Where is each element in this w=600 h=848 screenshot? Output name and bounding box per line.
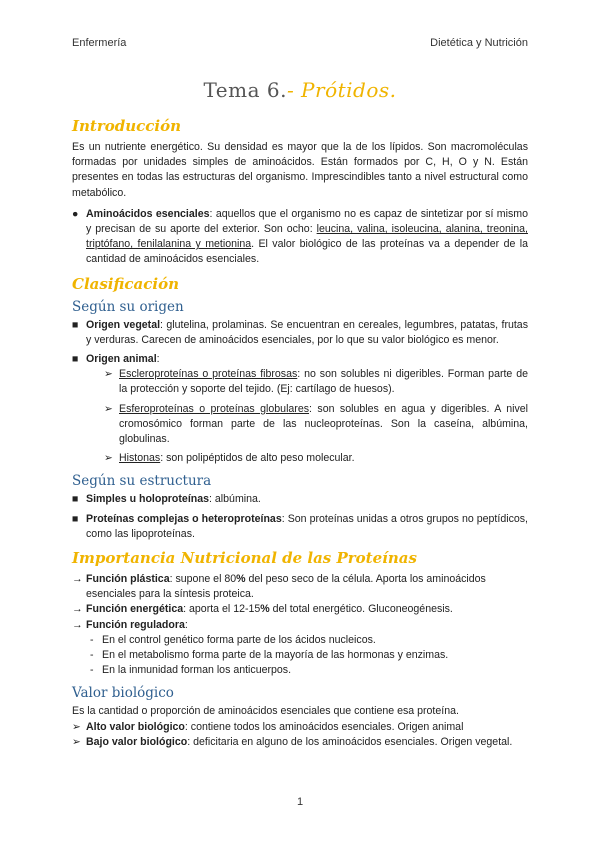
list-item <box>90 633 528 648</box>
dash-marker: - <box>90 633 94 646</box>
arrow-marker: ➢ <box>72 720 81 733</box>
vegetal-term: Origen vegetal <box>86 318 161 331</box>
valor-heading: Valor biológico <box>72 685 174 702</box>
content <box>72 116 528 750</box>
page-title <box>0 78 600 102</box>
energetica-text-a: : aporta el 12-15 <box>183 603 261 616</box>
reguladora-list <box>90 633 528 679</box>
square-marker: ■ <box>72 353 79 366</box>
square-marker: ■ <box>72 493 79 506</box>
list-item <box>72 352 528 466</box>
holo-term: Simples u holoproteínas <box>86 493 210 506</box>
hetero-text: : Son proteínas unidas a otros grupos no peptídicos, como las lipoproteínas. <box>86 512 528 540</box>
alto-text: : contiene todos los aminoácidos esenciales. Origen animal <box>184 720 464 733</box>
bullet-term: Aminoácidos esenciales <box>86 207 210 220</box>
alto-term: Alto valor biológico <box>86 720 185 733</box>
square-marker: ■ <box>72 318 79 331</box>
reguladora-item: En la inmunidad forman los anticuerpos. <box>102 664 292 677</box>
arrow-marker: ➢ <box>104 452 113 465</box>
importancia-heading: Importancia Nutricional de las Proteínas <box>72 549 417 568</box>
vegetal-text: : glutelina, prolaminas. Se encuentran en cereales, legumbres, patatas, frutas y verduras. Carecen de aminoácidos esenciales, por lo que su valor biológico es menor. <box>86 318 528 346</box>
holo-text: : albúmina. <box>209 493 261 506</box>
intro-paragraph: Es un nutriente energético. Su densidad es mayor que la de los lípidos. Son macromoléculas formadas por unidades simples de aminoácidos. Están formados por C, H, O y N. Están presentes en todas las estructuras del organismo. Imprescindibles tanto a nivel estructural como metabólico. <box>72 141 528 199</box>
plastica-pct: % <box>236 573 246 586</box>
energetica-term: Función energética <box>86 603 184 616</box>
energetica-pct: % <box>260 603 270 616</box>
list-item <box>90 648 528 663</box>
square-marker: ■ <box>72 512 79 525</box>
title-part2: - Prótidos. <box>286 78 397 102</box>
bullet-tail: . El valor biológico de las proteínas va a depender de la cantidad de aminoácidos esenciales. <box>86 238 528 266</box>
list-item <box>72 492 528 507</box>
list-item <box>104 367 528 397</box>
right-arrow-marker: → <box>72 573 83 586</box>
header-right: Dietética y Nutrición <box>430 37 528 49</box>
list-item <box>90 663 528 678</box>
reguladora-item: En el control genético forma parte de los ácidos nucleicos. <box>102 633 376 646</box>
title-part1: Tema 6. <box>203 78 287 102</box>
amino-list: leucina, valina, isoleucina, alanina, treonina, triptófano, fenilalanina y metionina <box>86 223 528 251</box>
origen-list <box>72 318 528 467</box>
list-item <box>72 618 528 633</box>
bullet-marker: ● <box>72 207 79 220</box>
arrow-marker: ➢ <box>72 735 81 748</box>
page-number: 1 <box>296 796 304 808</box>
valor-paragraph: Es la cantidad o proporción de aminoácidos esenciales que contiene esa proteína. <box>72 705 459 718</box>
estructura-list <box>72 492 528 542</box>
list-item <box>72 720 528 735</box>
intro-heading: Introducción <box>72 117 182 135</box>
list-item <box>72 512 528 542</box>
list-item <box>104 402 528 448</box>
list-item <box>72 318 528 348</box>
sub-text: : no son solubles ni digeribles. Forman parte de la protección y soporte del tejido. (Ej: cartílago de huesos). <box>119 368 528 396</box>
arrow-marker: ➢ <box>104 368 113 381</box>
bajo-text: : deficitaria en alguno de los aminoácidos esenciales. Origen vegetal. <box>187 735 513 748</box>
reguladora-item: En el metabolismo forma parte de la mayoría de las hormonas y enzimas. <box>102 649 449 662</box>
plastica-term: Función plástica <box>86 573 170 586</box>
sub-text: : son polipéptidos de alto peso molecular. <box>160 452 355 465</box>
sub-term: Escleroproteínas o proteínas fibrosas <box>119 368 298 381</box>
sub-text: : son solubles en agua y digeribles. A nivel cromosómico forman parte de las nucleoproteínas. Son la caseína, albúmina, globulinas. <box>119 402 528 446</box>
list-item <box>72 735 528 750</box>
animal-sublist <box>104 367 528 466</box>
clasificacion-heading: Clasificación <box>72 274 179 293</box>
intro-list <box>72 207 528 268</box>
reguladora-colon: : <box>184 618 188 631</box>
plastica-text-b: del peso seco de la célula. Aporta los aminoácidos esenciales para la síntesis proteica. <box>86 573 486 601</box>
list-item <box>72 207 528 268</box>
dash-marker: - <box>90 649 94 662</box>
list-item <box>104 451 528 466</box>
animal-term: Origen animal <box>86 353 157 366</box>
sub-term: Esferoproteínas o proteínas globulares <box>119 402 310 415</box>
hetero-term: Proteínas complejas o heteroproteínas <box>86 512 282 525</box>
bajo-term: Bajo valor biológico <box>86 735 188 748</box>
reguladora-term: Función reguladora <box>86 618 185 631</box>
header-left: Enfermería <box>72 37 127 49</box>
bullet-text: : aquellos que el organismo no es capaz de sintetizar por sí mismo y precisan de su aporte del exterior. Son ocho: <box>86 207 528 236</box>
energetica-text-b: del total energético. Gluconeogénesis. <box>269 603 453 616</box>
origen-heading: Según su origen <box>72 298 184 315</box>
right-arrow-marker: → <box>72 603 83 616</box>
right-arrow-marker: → <box>72 618 83 631</box>
list-item <box>72 572 528 602</box>
estructura-heading: Según su estructura <box>72 473 212 490</box>
animal-colon: : <box>156 353 160 366</box>
list-item <box>72 602 528 617</box>
sub-term: Histonas <box>119 452 161 465</box>
plastica-text-a: : supone el 80 <box>169 573 237 586</box>
arrow-marker: ➢ <box>104 402 113 415</box>
dash-marker: - <box>90 664 94 677</box>
